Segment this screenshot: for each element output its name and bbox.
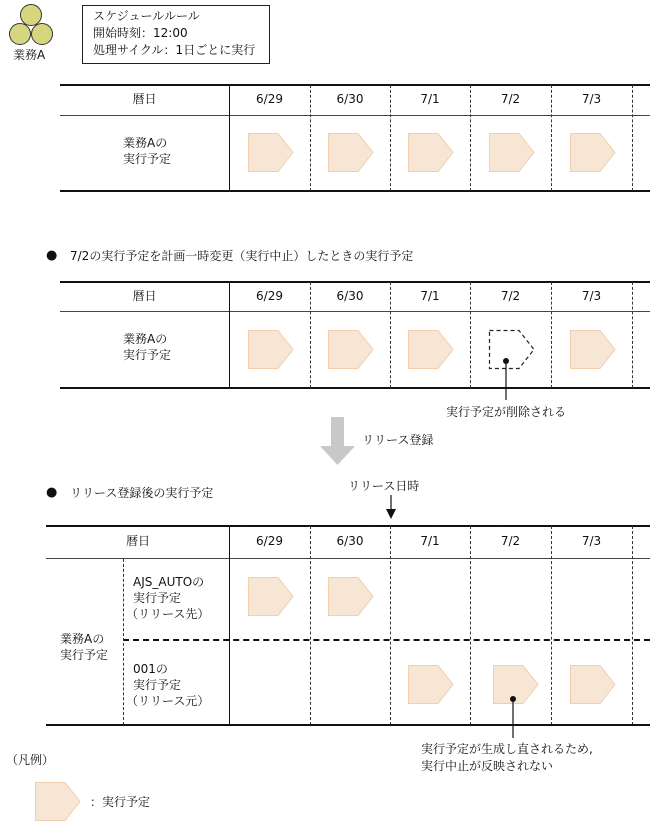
column-divider xyxy=(470,526,471,725)
schedule-pentagon-icon xyxy=(408,665,456,705)
date-cell: 6/29 xyxy=(256,534,283,548)
date-cell: 7/3 xyxy=(581,534,602,548)
bullet-icon: ● xyxy=(46,485,58,500)
date-cell: 7/2 xyxy=(500,289,521,303)
header-calendar-day: 暦日 xyxy=(132,289,157,303)
sub-column-divider xyxy=(123,559,124,725)
callout-leader-line xyxy=(509,694,519,739)
release-time-label: リリース日時 xyxy=(348,479,420,493)
schedule-cycle: 処理サイクル：1日ごとに実行 xyxy=(93,43,256,57)
row-label: 業務Aの xyxy=(123,136,168,150)
row-label: 実行予定 xyxy=(123,348,172,362)
row-label-release-target: 実行予定 xyxy=(133,591,182,605)
bullet-icon: ● xyxy=(46,248,58,263)
group-label: 業務Aの xyxy=(60,632,105,646)
column-divider xyxy=(310,526,311,725)
callout-deleted: 実行予定が削除される xyxy=(446,405,567,419)
group-label: 実行予定 xyxy=(60,648,109,662)
date-cell: 7/1 xyxy=(420,92,440,106)
row-dashed-divider xyxy=(123,639,650,641)
column-divider xyxy=(551,526,552,725)
schedule-rule-title: スケジュールルール xyxy=(93,9,200,23)
legend-item-label: ：実行予定 xyxy=(90,795,151,809)
job-label: 業務A xyxy=(13,48,46,62)
section-title-after-release: リリース登録後の実行予定 xyxy=(70,486,214,500)
callout-regenerated: 実行予定が生成し直されるため, xyxy=(421,742,593,756)
schedule-pentagon-icon xyxy=(248,577,296,617)
date-cell: 7/2 xyxy=(500,92,521,106)
date-cell: 6/29 xyxy=(256,92,283,106)
column-divider xyxy=(632,526,633,725)
date-cell: 7/2 xyxy=(500,534,521,548)
row-label-release-source: 001の xyxy=(133,662,168,676)
table-header-divider xyxy=(46,558,650,559)
date-cell: 6/30 xyxy=(336,289,364,303)
section-title-temporary-change: 7/2の実行予定を計画一時変更（実行中止）したときの実行予定 xyxy=(70,249,414,263)
table-bottom-border xyxy=(46,724,650,726)
callout-regenerated: 実行中止が反映されない xyxy=(421,759,554,773)
row-label: 実行予定 xyxy=(123,152,172,166)
date-cell: 7/3 xyxy=(581,289,602,303)
row-label-release-source: 実行予定 xyxy=(133,678,182,692)
date-cell: 7/3 xyxy=(581,92,602,106)
date-cell: 7/1 xyxy=(420,289,440,303)
schedule-pentagon-icon xyxy=(328,577,376,617)
row-label-release-source: （リリース元） xyxy=(126,694,210,708)
date-cell: 6/30 xyxy=(336,92,364,106)
date-cell: 7/1 xyxy=(420,534,440,548)
date-cell: 6/29 xyxy=(256,289,283,303)
header-calendar-day: 暦日 xyxy=(132,92,157,106)
release-registration-label: リリース登録 xyxy=(362,433,434,447)
row-label-release-target: （リリース先） xyxy=(126,607,210,621)
schedule-start-time: 開始時刻：12:00 xyxy=(93,26,188,40)
row-label: 業務Aの xyxy=(123,332,168,346)
column-divider xyxy=(229,526,230,725)
legend-schedule-pentagon-icon xyxy=(35,782,85,824)
header-calendar-day: 暦日 xyxy=(126,534,151,548)
legend-title: （凡例） xyxy=(6,753,55,767)
schedule-pentagon-icon xyxy=(570,665,618,705)
row-label-release-target: AJS_AUTOの xyxy=(133,575,205,589)
date-cell: 6/30 xyxy=(336,534,364,548)
column-divider xyxy=(390,526,391,725)
